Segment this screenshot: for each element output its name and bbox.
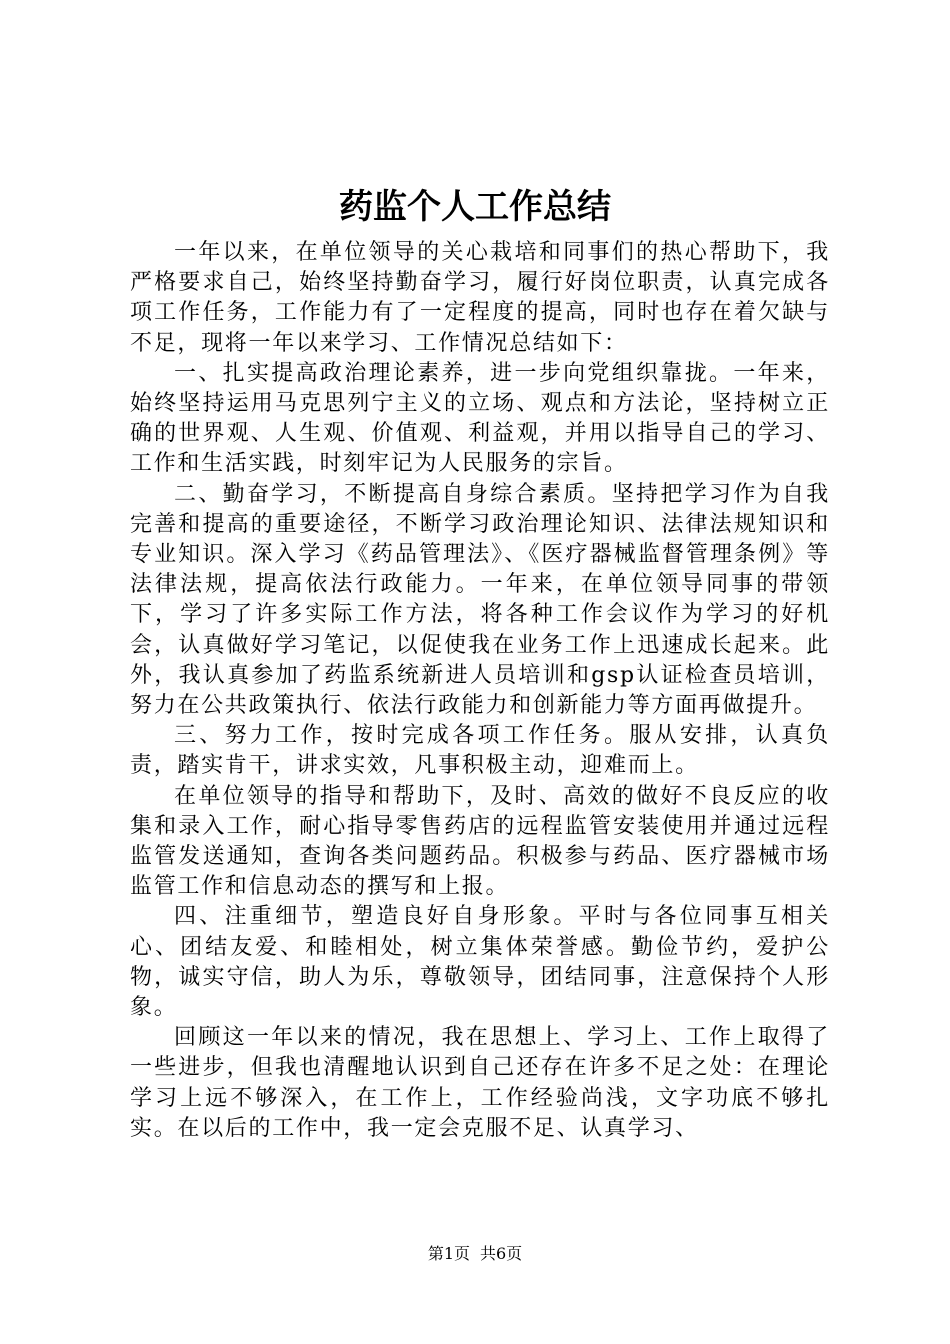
page-total: 共6页 bbox=[480, 1244, 523, 1263]
paragraph-intro: 一年以来，在单位领导的关心栽培和同事们的热心帮助下，我严格要求自己，始终坚持勤奋学习，履行好岗位职责，认真完成各项工作任务，工作能力有了一定程度的提高，同时也存在着欠缺与不足，现将一年以来学习、工作情况总结如下： bbox=[130, 240, 830, 356]
paragraph-review: 回顾这一年以来的情况，我在思想上、学习上、工作上取得了一些进步，但我也清醒地认识到自己还存在许多不足之处：在理论学习上远不够深入，在工作上，工作经验尚浅，文字功底不够扎实。在以后的工作中，我一定会克服不足、认真学习、 bbox=[130, 1025, 830, 1141]
page-footer bbox=[0, 1243, 950, 1265]
paragraph-section-3: 三、努力工作，按时完成各项工作任务。服从安排，认真负责，踏实肯干，讲求实效，凡事积极主动，迎难而上。 bbox=[130, 723, 830, 779]
paragraph-section-4: 四、注重细节，塑造良好自身形象。平时与各位同事互相关心、团结友爱、和睦相处，树立集体荣誉感。勤俭节约，爱护公物，诚实守信，助人为乐，尊敬领导，团结同事，注意保持个人形象。 bbox=[130, 904, 830, 1021]
document-title: 药监个人工作总结 bbox=[339, 187, 611, 227]
paragraph-section-1: 一、扎实提高政治理论素养，进一步向党组织靠拢。一年来，始终坚持运用马克思列宁主义的立场、观点和方法论，坚持树立正确的世界观、人生观、价值观、利益观，并用以指导自己的学习、工作和生活实践，时刻牢记为人民服务的宗旨。 bbox=[130, 360, 830, 477]
paragraph-section-2: 二、勤奋学习，不断提高自身综合素质。坚持把学习作为自我完善和提高的重要途径，不断学习政治理论知识、法律法规知识和专业知识。深入学习《药品管理法》、《医疗器械监督管理条例》等法律法规，提高依法行政能力。一年来，在单位领导同事的带领下，学习了许多实际工作方法，将各种工作会议作为学习的好机会，认真做好学习笔记，以促使我在业务工作上迅速成长起来。此外，我认真参加了药监系统新进人员培训和gsp认证检查员培训，努力在公共政策执行、依法行政能力和创新能力等方面再做提升。 bbox=[130, 481, 830, 719]
document-body bbox=[130, 238, 830, 1144]
paragraph-section-3-detail: 在单位领导的指导和帮助下，及时、高效的做好不良反应的收集和录入工作，耐心指导零售药店的远程监管安装使用并通过远程监管发送通知，查询各类问题药品。积极参与药品、医疗器械市场监管工作和信息动态的撰写和上报。 bbox=[130, 783, 830, 900]
page-number: 第1页 bbox=[427, 1244, 470, 1263]
